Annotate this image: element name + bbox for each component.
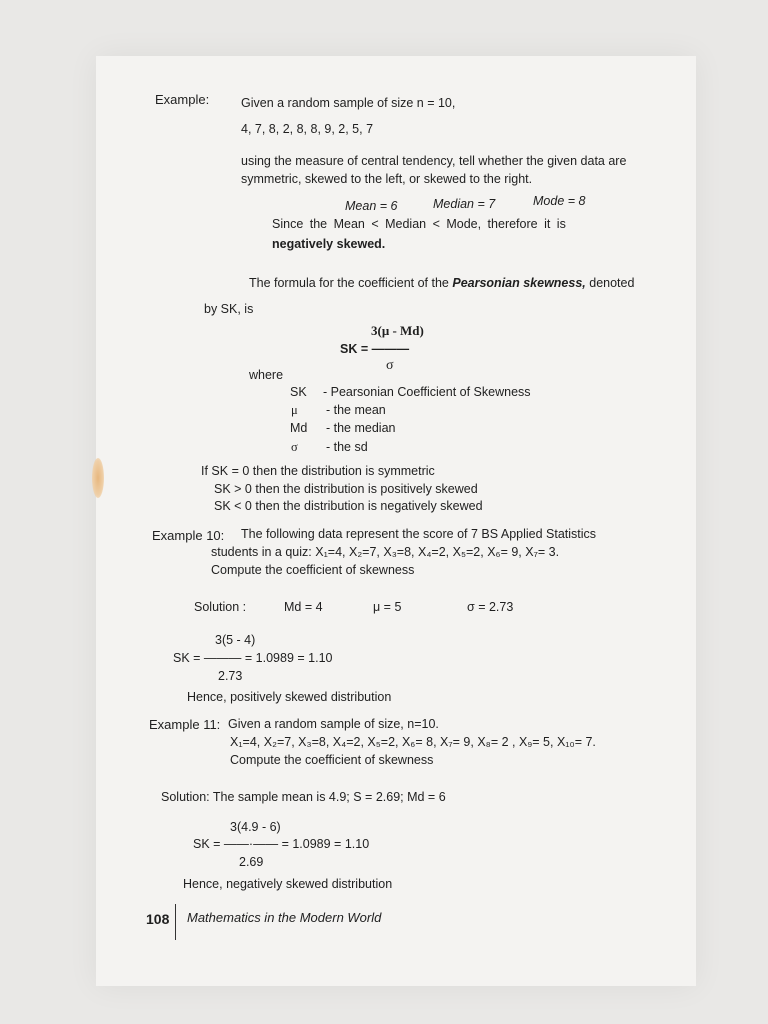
example10-line1: The following data represent the score of 7 BS Applied Statistics	[241, 527, 597, 541]
formula-lhs: SK = ———	[340, 342, 410, 356]
example1-conclusion: Since the Mean < Median < Mode, therefore it is	[272, 217, 566, 231]
document-page	[96, 56, 696, 986]
example10-md: Md = 4	[284, 600, 323, 614]
formula-intro-line2: by SK, is	[204, 302, 254, 316]
example11-label: Example 11:	[149, 717, 221, 732]
example10-equation: SK = ——— = 1.0989 = 1.10	[173, 651, 333, 665]
formula-numerator: 3(μ - Md)	[371, 323, 424, 338]
example10-numerator: 3(5 - 4)	[215, 633, 256, 647]
example10-line2: students in a quiz: X₁=4, X₂=7, X₃=8, X₄=2, X₅=2, X₆= 9, X₇= 3.	[211, 545, 560, 559]
def-symbol: Md	[290, 421, 308, 435]
example11-numerator: 3(4.9 - 6)	[230, 820, 281, 834]
example1-line3: using the measure of central tendency, tell whether the given data are	[241, 154, 627, 168]
example10-denominator: 2.73	[218, 669, 243, 683]
def-description: - the median	[326, 421, 396, 435]
example11-equation: SK = ——·—— = 1.0989 = 1.10	[193, 837, 370, 851]
example10-line3: Compute the coefficient of skewness	[211, 563, 415, 577]
example1-median: Median = 7	[433, 197, 496, 211]
example1-data: 4, 7, 8, 2, 8, 8, 9, 2, 5, 7	[241, 122, 374, 136]
footer-divider	[175, 904, 176, 940]
example-label: Example:	[155, 92, 210, 107]
example1-mean: Mean = 6	[345, 199, 398, 213]
rule-symmetric: If SK = 0 then the distribution is symmetric	[201, 464, 435, 478]
example11-conclusion: Hence, negatively skewed distribution	[183, 877, 393, 891]
example10-label: Example 10:	[152, 528, 225, 543]
def-symbol: σ	[291, 440, 298, 454]
example1-mode: Mode = 8	[533, 194, 586, 208]
example10-sigma: σ = 2.73	[467, 600, 514, 614]
def-symbol: μ	[291, 403, 298, 417]
def-symbol: SK	[290, 385, 307, 399]
formula-denominator: σ	[386, 358, 394, 373]
example1-line1: Given a random sample of size n = 10,	[241, 96, 456, 110]
example11-solution: Solution: The sample mean is 4.9; S = 2.69; Md = 6	[161, 790, 446, 804]
example11-line1: Given a random sample of size, n=10.	[228, 717, 439, 731]
example11-line2: X₁=4, X₂=7, X₃=8, X₄=2, X₅=2, X₆= 8, X₇= 9, X₈= 2 , X₉= 5, X₁₀= 7.	[230, 735, 596, 749]
book-title: Mathematics in the Modern World	[187, 910, 382, 925]
example1-line4: symmetric, skewed to the left, or skewed to the right.	[241, 172, 533, 186]
page-stain	[92, 458, 104, 498]
def-description: - the sd	[326, 440, 368, 454]
rule-negative: SK < 0 then the distribution is negatively skewed	[214, 499, 483, 513]
rule-positive: SK > 0 then the distribution is positively skewed	[214, 482, 478, 496]
where-label: where	[249, 368, 284, 382]
def-description: - the mean	[326, 403, 386, 417]
page-number: 108	[146, 911, 170, 927]
formula-intro: The formula for the coefficient of the Pearsonian skewness, denoted	[249, 276, 635, 290]
example11-denominator: 2.69	[239, 855, 264, 869]
def-description: - Pearsonian Coefficient of Skewness	[323, 385, 531, 399]
example11-line3: Compute the coefficient of skewness	[230, 753, 434, 767]
example10-mu: μ = 5	[373, 600, 402, 614]
example10-solution-label: Solution :	[194, 600, 247, 614]
example1-conclusion-bold: negatively skewed.	[272, 237, 386, 251]
example10-conclusion: Hence, positively skewed distribution	[187, 690, 392, 704]
